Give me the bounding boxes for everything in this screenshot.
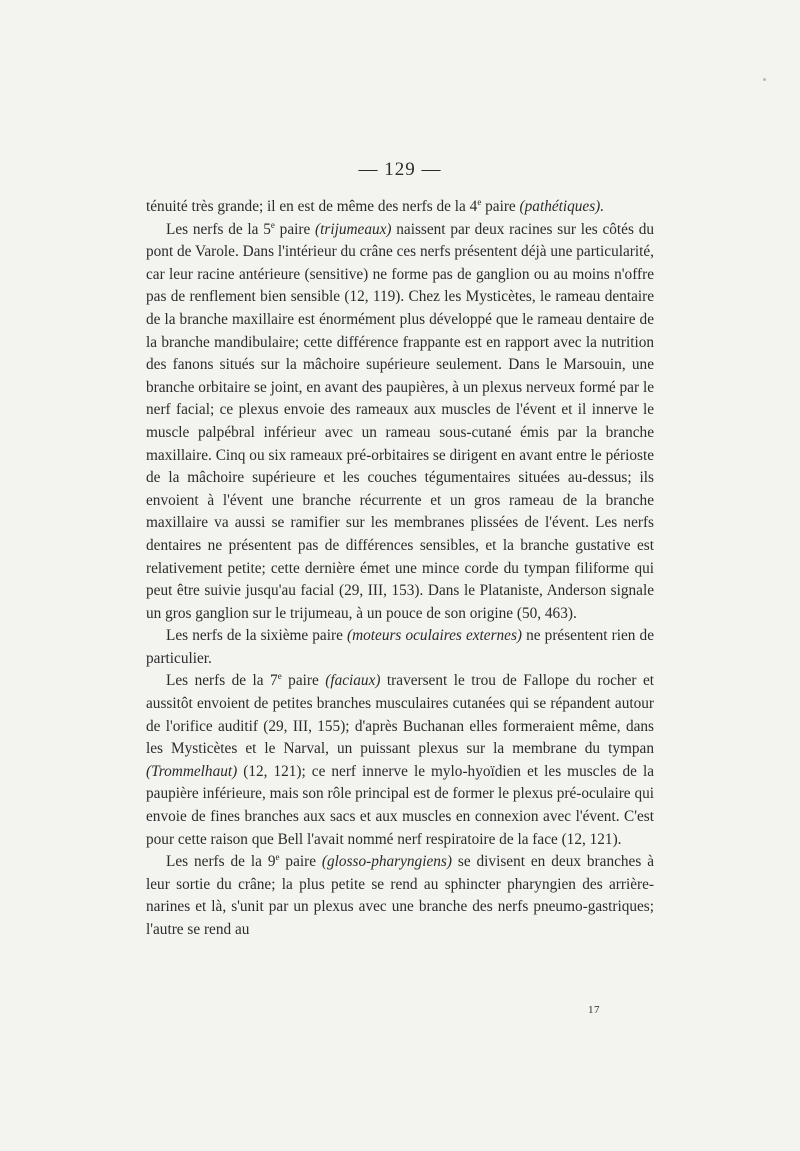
text-segment: e xyxy=(277,671,282,682)
paragraph xyxy=(146,625,654,670)
page-number: — 129 — xyxy=(358,159,442,180)
paper-speck xyxy=(763,78,766,81)
text-segment: Les nerfs de la 9 xyxy=(166,853,276,871)
signature-mark: 17 xyxy=(588,1004,600,1016)
text-segment: ne présentent rien de particulier. xyxy=(146,627,654,667)
text-segment: ténuité très grande; il en est de même des nerfs de la 4 xyxy=(146,198,478,215)
italic-term: (Trommelhaut) xyxy=(146,762,238,780)
paragraph xyxy=(146,219,654,626)
text-segment: e xyxy=(477,196,482,207)
italic-term: (pathétiques). xyxy=(519,198,605,215)
text-segment: paire xyxy=(281,672,326,690)
text-segment: naissent par deux racines sur les côtés du pont de Varole. Dans l'intérieur du crâne ces nerfs présentent déjà une particularité, car leur racine antérieure (sensitive) ne forme pas de ganglion ou au moins n'offre pas de renflement bien sensible (12, 119). Chez les Mysticètes, le rameau dentaire de la branche maxillaire est énormément plus développé que le rameau dentaire de la branche mandibulaire; cette différence frappante est en rapport avec la nutrition des fanons situés sur la mâchoire supérieure seulement. Dans le Marsouin, une branche orbitaire se joint, en avant des paupières, à un plexus nerveux formé par le nerf facial; ce plexus envoie des rameaux aux muscles de l'évent et il innerve le muscle palpébral inférieur avec un rameau sous-cutané émis par la branche maxillaire. Cinq ou six rameaux pré-orbitaires se dirigent en avant entre le périoste de la mâchoire supérieure et les couches tégumentaires situées au-dessus; ils envoient à l'évent une branche récurrente et un gros rameau de la branche maxillaire va aussi se ramifier sur les membranes plissées de l'évent. Les nerfs dentaires ne présentent pas de différences sensibles, et la branche gustative est relativement petite; cette dernière émet une mince corde du tympan filiforme qui peut être suivie jusqu'au facial (29, III, 153). Dans le Plataniste, Anderson signale un gros ganglion sur le trijumeau, à un pouce de son origine (50, 463). xyxy=(146,220,654,622)
text-segment: traversent le trou de Fallope du rocher et aussitôt envoient de petites branches musculaires cutanées qui se répandent autour de l'orifice auditif (29, III, 155); d'après Buchanan elles formeraient même, dans les Mysticètes et le Narval, un puissant plexus sur la membrane du tympan xyxy=(146,672,654,758)
italic-term: (moteurs oculaires externes) xyxy=(346,627,523,645)
italic-term: (trijumeaux) xyxy=(315,220,392,238)
italic-term: (glosso-pharyngiens) xyxy=(321,853,452,871)
paragraph xyxy=(146,196,654,219)
paragraph xyxy=(146,670,654,851)
text-segment: e xyxy=(275,852,280,863)
text-segment: Les nerfs de la 7 xyxy=(166,672,278,690)
body-text xyxy=(146,196,654,942)
text-segment: Les nerfs de la sixième paire xyxy=(166,627,347,645)
text-segment: se divisent en deux branches à leur sortie du crâne; la plus petite se rend au sphincter pharyngien des arrière-narines et là, s'unit par un plexus avec une branche des nerfs pneumo-gastriques; l'autre se rend au xyxy=(146,853,654,938)
text-segment: e xyxy=(270,219,275,230)
italic-term: (faciaux) xyxy=(325,672,381,690)
text-segment: paire xyxy=(274,220,316,238)
text-segment: (12, 121); ce nerf innerve le mylo-hyoïdien et les muscles de la paupière inférieure, mais son rôle principal est de former le plexus pré-oculaire qui envoie de fines branches aux sacs et aux muscles en connexion avec l'évent. C'est pour cette raison que Bell l'avait nommé nerf respiratoire de la face (12, 121). xyxy=(146,762,654,848)
paragraph xyxy=(146,851,654,941)
text-segment: paire xyxy=(481,198,520,215)
text-segment: Les nerfs de la 5 xyxy=(166,220,271,238)
text-segment: paire xyxy=(279,853,322,871)
